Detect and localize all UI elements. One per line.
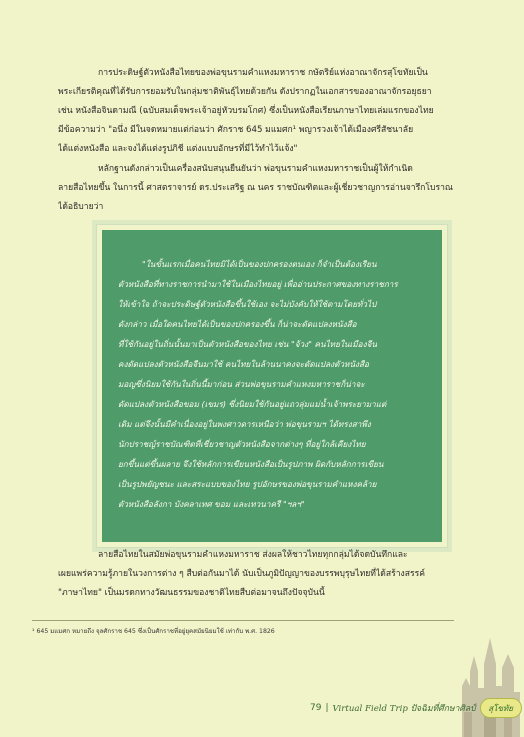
paragraph-line: ได้อธิบายว่า xyxy=(58,202,104,212)
quote-line: มอญซึ่งนิยมใช้กันในถิ่นนี้มาก่อน ส่วนพ่อขุนรามคำแหงมหาราชก็น่าจะ xyxy=(118,379,365,389)
quote-line: เดิม แต่จึงนั้นมีคำเนื่องอยู่ในพงศาวดารเหนือว่า พ่อขุนรามฯ ได้ทรงสาพึง xyxy=(118,419,371,429)
paragraph-line: มีข้อความว่า "อนึ่ง มีในจดหมายแต่ก่อนว่า ศักราช 645 มแมศก¹ พญารวงเจ้าได้เมืองศรีสัชนาลัย xyxy=(58,125,414,135)
paragraph-line: ลายสือไทยในสมัยพ่อขุนรามคำแหงมหาราช ส่งผลให้ชาวไทยทุกกลุ่มได้จดบันทึกและ xyxy=(98,550,408,560)
paragraph-line: ได้แต่งหนังสือ และจงได้แต่งรูปภิชี แต่งแบบอักษรที่มีไว้ทำไว้แจ้ง" xyxy=(58,144,298,154)
quote-line: คงดัดแปลงตัวหนังสือจีนมาใช้ คนไทยในล้านนาคงจะดัดแปลงตัวหนังสือ xyxy=(118,359,369,369)
quote-line: ดัดแปลงตัวหนังสือขอม (เขมร) ซึ่งนิยมใช้กันอยู่แถวลุ่มแม่น้ำเจ้าพระยามาแต่ xyxy=(118,399,387,409)
quote-line: "ในขั้นแรกเมื่อคนไทยมิได้เป็นของปกครองตนเอง ก็จำเป็นต้องเรียน xyxy=(142,259,377,269)
paragraph-line: เช่น หนังสือจินดามณี (ฉบับสมเด็จพระเจ้าอยู่หัวบรมโกศ) ซึ่งเป็นหนังสือเรียนภาษาไทยเล่มแรกของไทย xyxy=(58,106,434,116)
paragraph-line: การประดิษฐ์ตัวหนังสือไทยของพ่อขุนรามคำแหงมหาราช กษัตริย์แห่งอาณาจักรสุโขทัยเป็น xyxy=(98,68,428,78)
paragraph-line: ลายสือไทยขึ้น ในการนี้ ศาสตราจารย์ ดร.ประเสริฐ ณ นคร ราชบัณฑิตและผู้เชี่ยวชาญการอ่านจารึกโบราณ xyxy=(58,183,453,193)
page-footer xyxy=(310,698,522,718)
quote-line: นักปราชญ์ราชบัณฑิตที่เชี่ยวชาญตัวหนังสือจากต่างๆ ที่อยู่ใกล้เคียงไทย xyxy=(118,439,366,449)
quote-box xyxy=(97,225,447,547)
sukhothai-logo: สุโขทัย xyxy=(480,698,522,718)
quote-line: ยกขึ้นแต่ขึ้นผลาย จึงใช้หลักการเขียนหนังสือเป็นรูปภาพ ผิดกับหลักการเขียน xyxy=(118,459,384,469)
paragraph-line: หลักฐานดังกล่าวเป็นเครื่องสนับสนุนยืนยันว่า พ่อขุนรามคำแหงมหาราชเป็นผู้ให้กำเนิด xyxy=(98,164,413,174)
quote-line: เป็นรูปพยัญชนะ และสระแบบของไทย รูปอักษรของพ่อขุนรามคำแหงคล้าย xyxy=(118,479,377,489)
footer-separator: | xyxy=(325,703,329,713)
footnote: ¹ 645 มแมศก หมายถึง จุลศักราช 645 ซึ่งเป็นศักราชที่อยู่ยุคสมัยนิยมใช้ เท่ากับ พ.ศ. 1826 xyxy=(32,628,275,635)
quote-line: ให้เข้าใจ ถ้าจะประดิษฐ์ตัวหนังสือขึ้นใช้เอง จะไม่บังคับให้ใช้ตามโดยทั่วไป xyxy=(118,299,377,309)
paragraph-line: "ภาษาไทย" เป็นมรดกทางวัฒนธรรมของชาติไทยสืบต่อมาจนถึงปัจจุบันนี้ xyxy=(58,588,325,598)
quote-line: ตัวหนังสือที่ทางราชการนำมาใช้ในเมืองไทยอยู่ เพื่ออ่านประกาศของทางราชการ xyxy=(118,279,398,289)
temple-ruins-image xyxy=(454,616,524,737)
footnote-divider xyxy=(32,620,464,621)
paragraph-line: พระเกียรติคุณที่ได้รับการยอมรับในกลุ่มชาติพันธุ์ไทยด้วยกัน ดังปรากฏในเอกสารของอาณาจักรอยุธยา xyxy=(58,87,432,97)
page-number: 79 xyxy=(310,703,322,713)
paragraph-evidence xyxy=(58,160,468,217)
quote-line: ที่ใช้กันอยู่ในถิ่นนั้นมาเป็นตัวหนังสือของไทย เช่น "จ้วง" คนไทยในเมืองจีน xyxy=(118,339,377,349)
paragraph-intro xyxy=(58,64,468,159)
paragraph-line: เผยแพร่ความรู้ภายในวงการต่าง ๆ สืบต่อกันมาได้ นับเป็นภูมิปัญญาของบรรพบุรุษไทยที่ได้สร้างสรรค์ xyxy=(58,569,425,579)
quote-line: ดังกล่าว เมื่อใดคนไทยได้เป็นของปกครองขึ้น ก็น่าจะดัดแปลงหนังสือ xyxy=(118,319,357,329)
paragraph-conclusion xyxy=(58,546,468,603)
series-title: Virtual Field Trip ปัจฉิมที่ศึกษาศิลป์ xyxy=(332,704,476,714)
quote-text xyxy=(118,254,428,514)
quote-line: ตัวหนังสือลังกา บังคลาเทศ ขอม และเทวนาครี "ฯลฯ" xyxy=(118,499,305,509)
